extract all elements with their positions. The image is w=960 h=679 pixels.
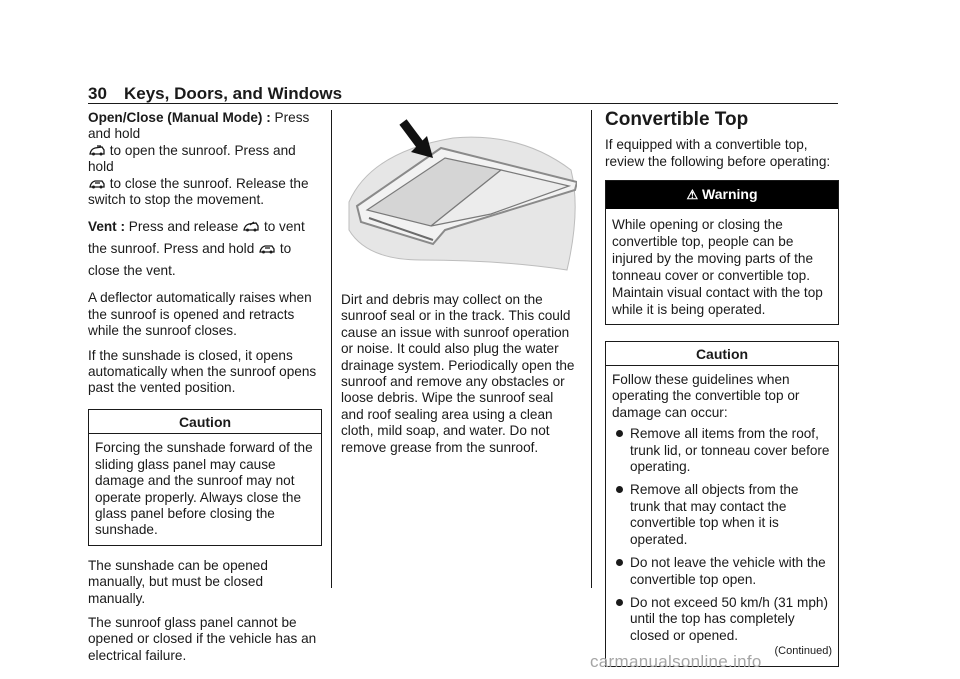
caution-intro: Follow these guidelines when operating the convertible top or damage can occur: <box>612 372 800 420</box>
watermark-text: carmanualsonline.info <box>590 652 762 671</box>
list-item <box>612 595 832 644</box>
bullet-icon <box>616 559 623 566</box>
bullet-icon <box>616 599 623 606</box>
open-close-text-1: Press and hold <box>88 110 310 142</box>
caution-box-sunshade <box>88 409 322 546</box>
vent-label: Vent : <box>88 219 126 235</box>
caution-box-convertible <box>605 341 839 667</box>
caution-body: Forcing the sunshade forward of the sliding glass panel may cause damage and the sunroof may not operate properly. Always close the glass panel before closing the sunshade. <box>95 440 313 538</box>
bullet-text: Do not leave the vehicle with the convertible top open. <box>630 555 826 587</box>
caution-title: Caution <box>89 410 321 434</box>
section-title: Keys, Doors, and Windows <box>124 84 343 103</box>
open-close-text-3: to close the sunroof. Release the switch to stop the movement. <box>88 175 309 208</box>
section-heading: Convertible Top <box>605 109 749 130</box>
continued-label: (Continued) <box>774 645 832 658</box>
convertible-intro: If equipped with a convertible top, review the following before operating: <box>605 137 831 169</box>
vent-text-1: Press and release <box>128 219 239 235</box>
column-3 <box>605 110 839 679</box>
vent-text-3: to close the vent. <box>88 241 292 279</box>
electrical-paragraph: The sunroof glass panel cannot be opened or closed if the vehicle has an electrical failure. <box>88 614 317 663</box>
warning-body-container <box>606 209 838 324</box>
caution-title: Caution <box>606 342 838 366</box>
sunroof-vent-icon <box>243 221 259 232</box>
debris-paragraph: Dirt and debris may collect on the sunroof seal or in the track. This could cause an issue with sunroof operation or noise. It could also plug the water drainage system. Periodically open the sunroof and remove any obstacles or loose debris. Wipe the sunroof seal and roof sealing area using a clean cloth, mild soap, and water. Do not remove grease from the sunroof. <box>341 292 575 455</box>
vent-paragraph <box>88 216 322 282</box>
column-2 <box>341 110 577 464</box>
deflector-paragraph: A deflector automatically raises when the sunroof is opened and retracts while the sunroof closes. <box>88 290 312 339</box>
caution-body-container <box>89 434 321 544</box>
sunroof-close-icon <box>259 243 275 254</box>
open-close-text-2: to open the sunroof. Press and hold <box>88 142 296 175</box>
bullet-text: Remove all items from the roof, trunk lid, or tonneau cover before operating. <box>630 426 830 475</box>
sunroof-open-icon <box>89 145 105 156</box>
list-item <box>612 482 832 548</box>
sunshade-paragraph: If the sunshade is closed, it opens automatically when the sunroof opens past the vented position. <box>88 347 317 396</box>
bullet-icon <box>616 486 623 493</box>
warning-header <box>606 181 838 208</box>
sunroof-illustration <box>341 110 577 280</box>
page-number: 30 <box>88 84 107 103</box>
bullet-icon <box>616 430 623 437</box>
open-close-paragraph <box>88 110 322 208</box>
column-1 <box>88 110 322 672</box>
list-item <box>612 426 832 475</box>
manual-paragraph: The sunshade can be opened manually, but must be closed manually. <box>88 557 268 606</box>
caution-bullet-list <box>612 426 832 644</box>
column-divider <box>591 110 592 588</box>
open-close-label: Open/Close (Manual Mode) : <box>88 110 271 125</box>
list-item <box>612 555 832 588</box>
warning-body: While opening or closing the convertible top, people can be injured by the moving parts of the tonneau cover or convertible top. Maintain visual contact with the top while it is being operated. <box>612 216 823 317</box>
caution-body-container <box>606 366 838 666</box>
header-rule <box>88 103 838 104</box>
vent-text-2: to vent the sunroof. Press and hold <box>88 219 305 257</box>
warning-box <box>605 180 839 324</box>
column-divider <box>331 110 332 588</box>
warning-icon: ⚠ <box>686 187 699 203</box>
bullet-text: Remove all objects from the trunk that may contact the convertible top when it is operated. <box>630 482 799 547</box>
sunroof-close-icon <box>89 178 105 189</box>
warning-title: Warning <box>702 186 758 203</box>
bullet-text: Do not exceed 50 km/h (31 mph) until the top has completely closed or opened. <box>630 594 828 643</box>
